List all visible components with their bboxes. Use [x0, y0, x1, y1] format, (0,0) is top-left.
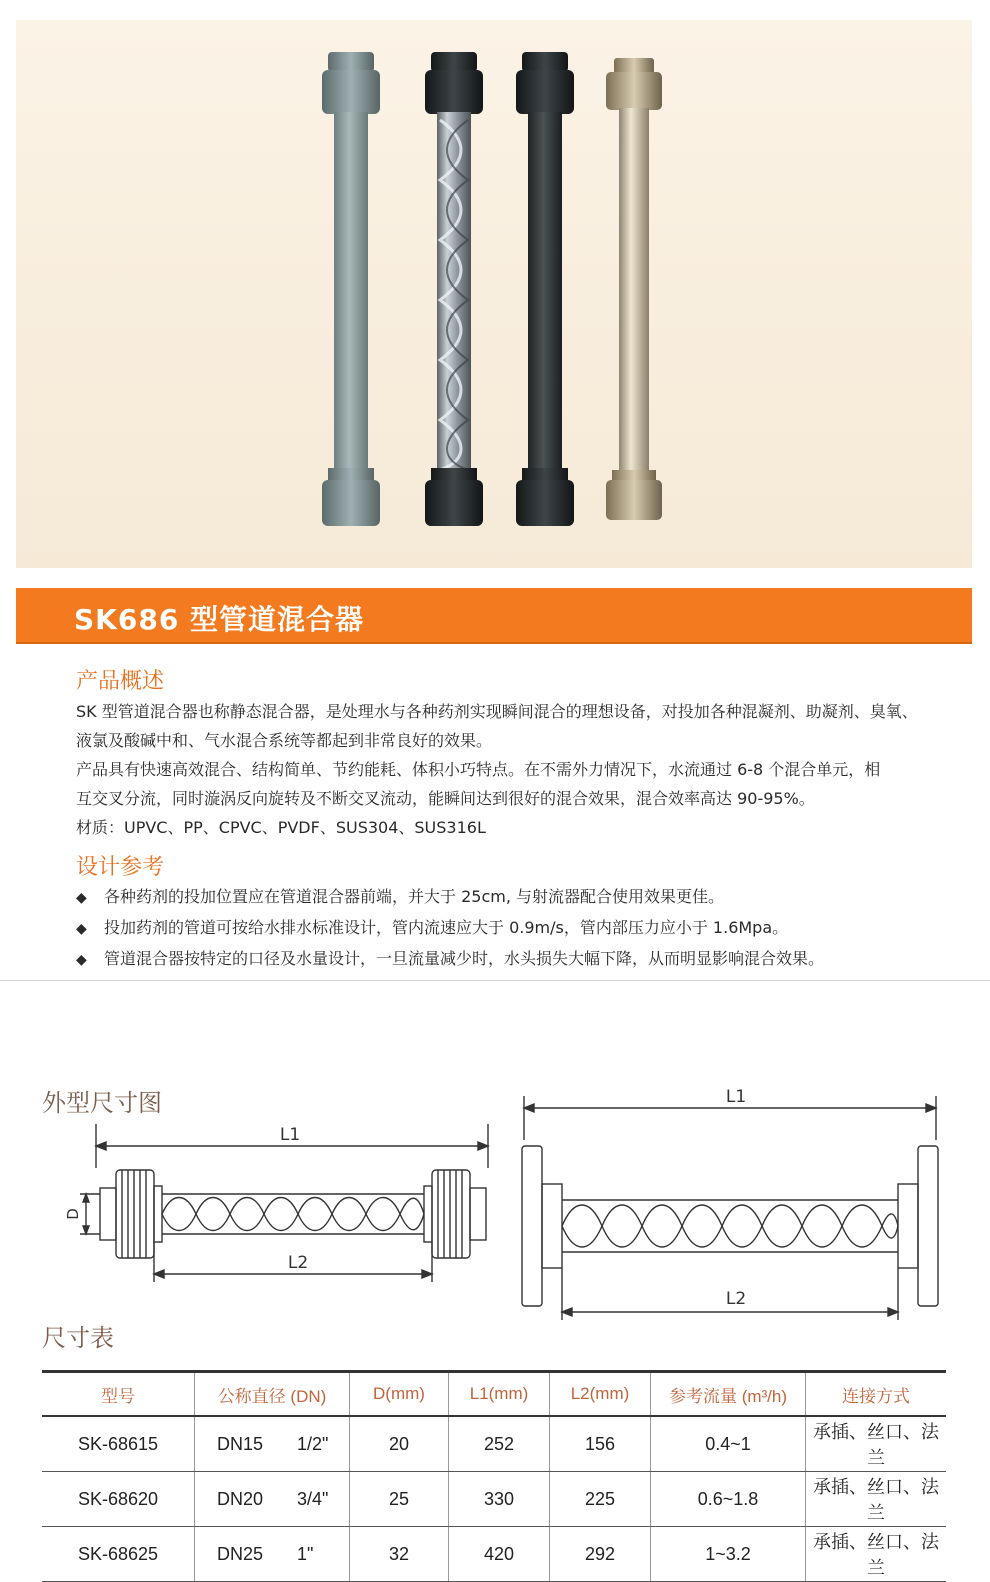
list-item: ◆ 管道混合器按特定的口径及水量设计，一旦流量减少时，水头损失大幅下降，从而明显影响混合效果。 — [76, 944, 976, 975]
l2-cell: 156 — [550, 1416, 651, 1472]
size-table — [42, 1370, 946, 1582]
flange-mixer-drawing — [516, 1080, 946, 1326]
clear-mixer — [425, 52, 483, 526]
pipe-mixers-illustration — [16, 20, 972, 568]
overview-line-4: 互交叉分流，同时漩涡反向旋转及不断交叉流动，能瞬间达到很好的混合效果，混合效率高达 90-95%。 — [76, 789, 815, 808]
column-header: 参考流量 (m³/h) — [651, 1372, 806, 1417]
model-cell: SK-68625 — [42, 1527, 195, 1582]
product-photo — [16, 20, 972, 568]
table-header-row — [42, 1372, 946, 1417]
diamond-bullet-icon: ◆ — [76, 921, 87, 937]
title-bar — [16, 588, 972, 644]
flow-cell: 0.4~1 — [651, 1416, 806, 1472]
overview-heading: 产品概述 — [76, 669, 165, 694]
d-cell: 20 — [350, 1416, 449, 1472]
outline-heading: 外型尺寸图 — [42, 1089, 162, 1117]
overview-line-1: SK 型管道混合器也称静态混合器，是处理水与各种药剂实现瞬间混合的理想设备，对投加各种混凝剂、助凝剂、臭氧、 — [76, 702, 918, 721]
l2-cell: 225 — [550, 1472, 651, 1527]
design-heading: 设计参考 — [76, 855, 165, 880]
column-header: D(mm) — [350, 1372, 449, 1417]
steel-mixer — [606, 58, 662, 520]
connection-cell: 承插、丝口、法兰 — [806, 1472, 947, 1527]
left-d-label: D — [64, 1208, 82, 1220]
size-table-heading: 尺寸表 — [42, 1324, 114, 1352]
list-item: ◆ 投加药剂的管道可按给水排水标准设计，管内流速应大于 0.9m/s，管内部压力应小于 1.6Mpa。 — [76, 913, 976, 944]
right-l2-label: L2 — [725, 1289, 747, 1309]
dn-cell: DN20 3/4" — [195, 1472, 350, 1527]
dn-cell: DN15 1/2" — [195, 1416, 350, 1472]
flow-cell: 0.6~1.8 — [651, 1472, 806, 1527]
model-cell: SK-68620 — [42, 1472, 195, 1527]
union-mixer-drawing — [60, 1116, 500, 1288]
diamond-bullet-icon: ◆ — [76, 952, 87, 968]
section-divider — [0, 980, 990, 981]
table-row — [42, 1472, 946, 1527]
left-l1-label: L1 — [279, 1125, 301, 1145]
materials-line: 材质：UPVC、PP、CPVC、PVDF、SUS304、SUS316L — [76, 818, 486, 837]
column-header: 公称直径 (DN) — [195, 1372, 350, 1417]
connection-cell: 承插、丝口、法兰 — [806, 1416, 947, 1472]
l2-cell: 292 — [550, 1527, 651, 1582]
dn-cell: DN25 1" — [195, 1527, 350, 1582]
flow-cell: 1~3.2 — [651, 1527, 806, 1582]
table-row — [42, 1416, 946, 1472]
l1-cell: 330 — [449, 1472, 550, 1527]
column-header: L2(mm) — [550, 1372, 651, 1417]
overview-line-3: 产品具有快速高效混合、结构简单、节约能耗、体积小巧特点。在不需外力情况下，水流通过 6-8 个混合单元，相 — [76, 760, 881, 779]
grey-mixer — [322, 52, 380, 526]
dark-mixer — [516, 52, 574, 526]
column-header: 型号 — [42, 1372, 195, 1417]
l1-cell: 252 — [449, 1416, 550, 1472]
d-cell: 25 — [350, 1472, 449, 1527]
column-header: L1(mm) — [449, 1372, 550, 1417]
table-row — [42, 1527, 946, 1582]
model-cell: SK-68615 — [42, 1416, 195, 1472]
design-list — [76, 882, 976, 975]
l1-cell: 420 — [449, 1527, 550, 1582]
list-item: ◆ 各种药剂的投加位置应在管道混合器前端，并大于 25cm, 与射流器配合使用效果更佳。 — [76, 882, 976, 913]
right-l1-label: L1 — [725, 1087, 747, 1107]
column-header: 连接方式 — [806, 1372, 947, 1417]
overview-text — [76, 697, 976, 842]
diamond-bullet-icon: ◆ — [76, 890, 87, 906]
connection-cell: 承插、丝口、法兰 — [806, 1527, 947, 1582]
overview-line-2: 液氯及酸碱中和、气水混合系统等都起到非常良好的效果。 — [76, 731, 493, 750]
left-l2-label: L2 — [287, 1253, 309, 1273]
d-cell: 32 — [350, 1527, 449, 1582]
page-title: SK686 型管道混合器 — [74, 603, 365, 636]
